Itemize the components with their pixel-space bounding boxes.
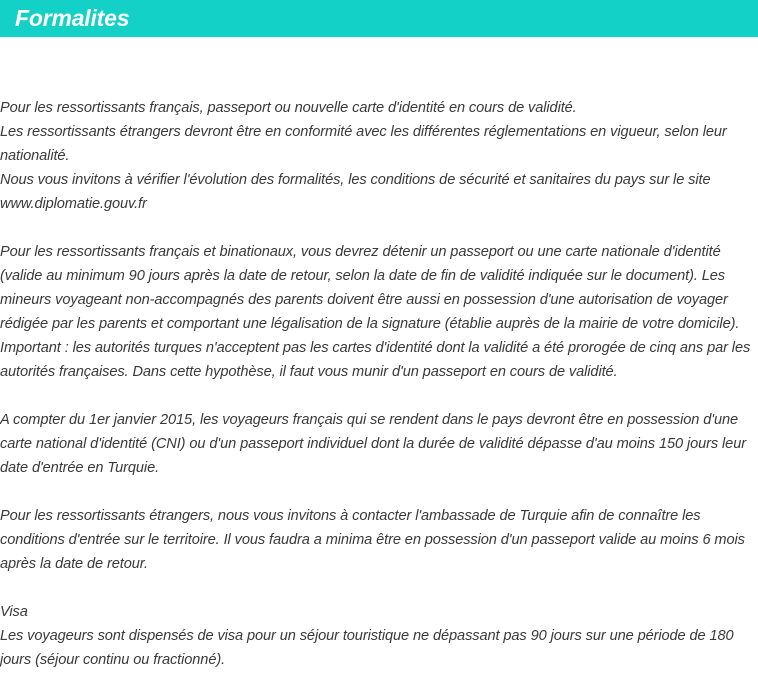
section-title: Formalites — [15, 5, 130, 31]
paragraph-foreigners-embassy: Pour les ressortissants étrangers, nous vous invitons à contacter l'ambassade de Turquie afin de connaître les conditions d'entrée sur le territoire. Il vous faudra a minima être en possession d'un passeport valide au moins 6 mois après la date de retour. — [0, 508, 745, 572]
spacer — [0, 480, 758, 504]
paragraph-binationals: Pour les ressortissants français et binationaux, vous devrez détenir un passeport ou une carte nationale d'identité (valide au minimum 90 jours après la date de retour, selon la date de fin de validité indiquée sur le document). Les mineurs voyageant non-accompagnés des parents doivent être aussi en possession d'une autorisation de voyager rédigée par les parents et comportant une légalisation de la signature (établie auprès de la mairie de votre domicile). — [0, 244, 740, 332]
paragraph-diplomatie-link: Nous vous invitons à vérifier l'évolution des formalités, les conditions de sécurité et sanitaires du pays sur le site www.diplomatie.gouv.fr — [0, 172, 711, 212]
paragraph-foreign-nationals: Les ressortissants étrangers devront être en conformité avec les différentes réglementations en vigueur, selon leur nationalité. — [0, 124, 727, 164]
visa-heading: Visa — [0, 604, 28, 620]
paragraph-important-notice: Important : les autorités turques n'acceptent pas les cartes d'identité dont la validité a été prorogée de cinq ans par les autorités françaises. Dans cette hypothèse, il faut vous munir d'un passeport en cours de validité. — [0, 340, 751, 380]
paragraph-id-requirements: Pour les ressortissants français, passeport ou nouvelle carte d'identité en cours de validité. — [0, 100, 577, 116]
spacer — [0, 384, 758, 408]
section-header — [0, 0, 758, 37]
paragraph-visa-exemption: Les voyageurs sont dispensés de visa pour un séjour touristique ne dépassant pas 90 jours sur une période de 180 jours (séjour continu ou fractionné). — [0, 628, 734, 668]
spacer — [0, 216, 758, 240]
formalities-content — [0, 96, 758, 672]
paragraph-2015-rule: A compter du 1er janvier 2015, les voyageurs français qui se rendent dans le pays devront être en possession d'une carte national d'identité (CNI) ou d'un passeport individuel dont la durée de validité dépasse d'au moins 150 jours leur date d'entrée en Turquie. — [0, 412, 746, 476]
spacer — [0, 576, 758, 600]
